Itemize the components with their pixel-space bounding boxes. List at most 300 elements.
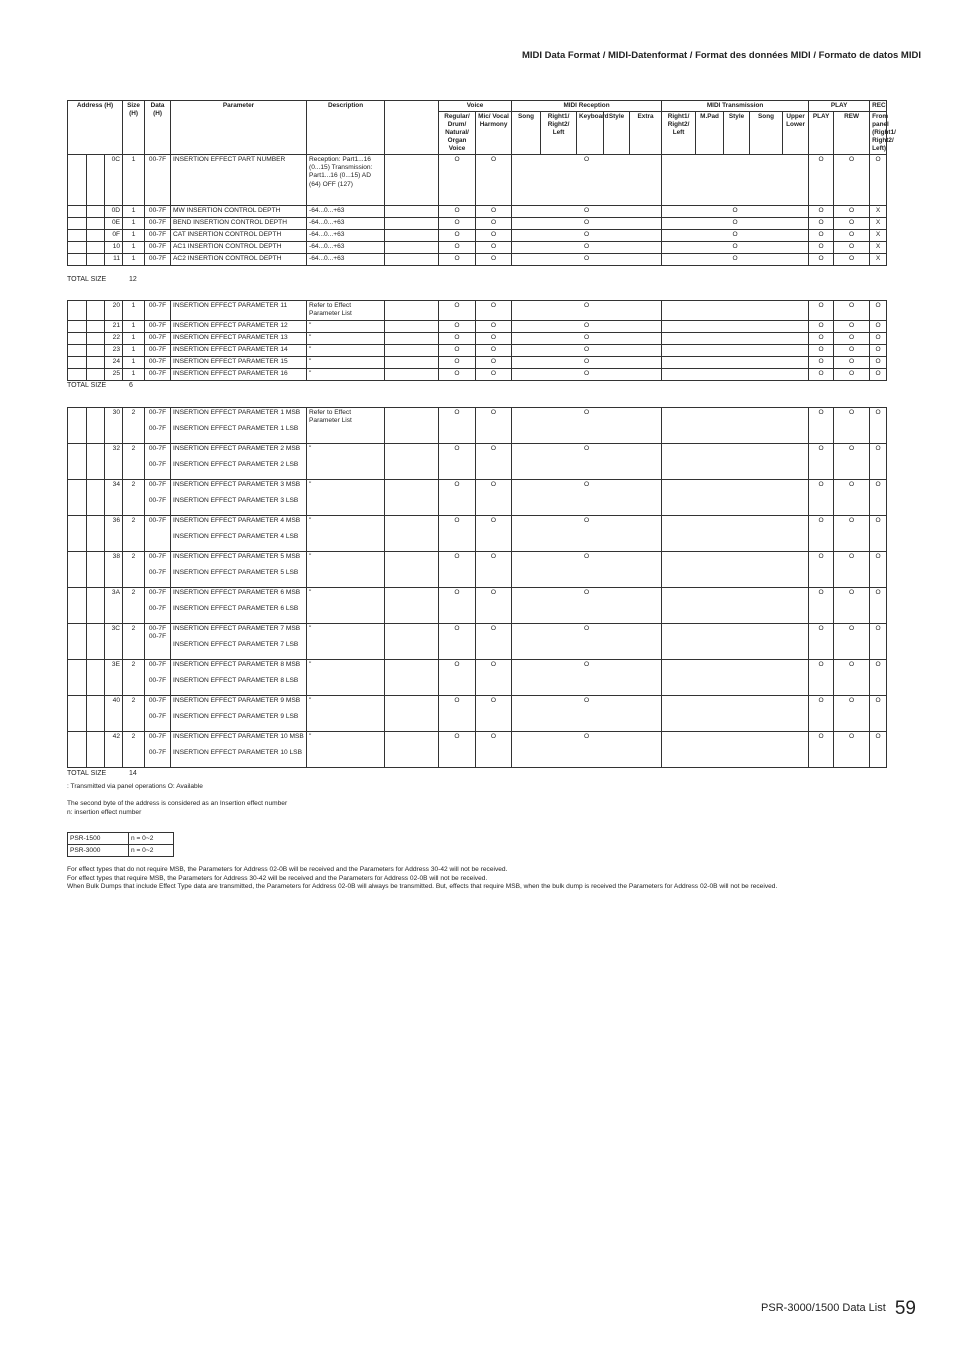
rec-cell: X bbox=[870, 254, 887, 266]
data-cell bbox=[145, 660, 171, 696]
voice-mic-cell: O bbox=[476, 218, 512, 230]
description-cell: " bbox=[307, 345, 385, 357]
rec-cell: X bbox=[870, 230, 887, 242]
header-tx-upper: Upper Lower bbox=[783, 112, 809, 155]
address-cell: 3C bbox=[105, 624, 123, 660]
reception-cell: O bbox=[512, 230, 662, 242]
header-play-play: PLAY bbox=[809, 112, 834, 155]
description-cell: " bbox=[307, 321, 385, 333]
rew-cell: O bbox=[834, 357, 870, 369]
data-lsb: 00-7F bbox=[148, 425, 167, 432]
play-cell: O bbox=[809, 301, 834, 321]
spacer-cell bbox=[87, 732, 105, 768]
table-row bbox=[68, 333, 887, 345]
data-msb: 00-7F bbox=[148, 733, 167, 740]
header-rx-extra: Extra bbox=[630, 112, 662, 155]
description-cell: Refer to Effect Parameter List bbox=[307, 301, 385, 321]
description-cell: " bbox=[307, 660, 385, 696]
spacer-cell bbox=[385, 357, 439, 369]
transmission-cell bbox=[662, 624, 809, 660]
data-msb: 00-7F bbox=[148, 589, 167, 596]
address-cell: 21 bbox=[105, 321, 123, 333]
parameter-cell: CAT INSERTION CONTROL DEPTH bbox=[171, 230, 307, 242]
spacer-cell bbox=[385, 230, 439, 242]
description-cell: " bbox=[307, 357, 385, 369]
voice-regular-cell: O bbox=[439, 408, 476, 444]
data-cell: 00-7F bbox=[145, 155, 171, 206]
parameter-msb: INSERTION EFFECT PARAMETER 3 MSB bbox=[173, 481, 301, 488]
header-tx-mpad: M.Pad bbox=[696, 112, 724, 155]
data-cell: 00-7F bbox=[145, 230, 171, 242]
voice-regular-cell: O bbox=[439, 480, 476, 516]
transmission-cell bbox=[662, 444, 809, 480]
size-cell: 2 bbox=[123, 588, 145, 624]
total-size-1 bbox=[67, 276, 137, 283]
rec-cell: O bbox=[870, 516, 887, 552]
parameter-cell bbox=[171, 588, 307, 624]
play-cell: O bbox=[809, 732, 834, 768]
data-cell bbox=[145, 732, 171, 768]
size-cell: 1 bbox=[123, 301, 145, 321]
size-cell: 1 bbox=[123, 369, 145, 381]
rew-cell: O bbox=[834, 155, 870, 206]
transmission-cell bbox=[662, 333, 809, 345]
parameter-table-1 bbox=[67, 100, 896, 266]
spacer-cell bbox=[87, 155, 105, 206]
spacer-cell bbox=[87, 696, 105, 732]
spacer-cell bbox=[385, 321, 439, 333]
parameter-lsb: INSERTION EFFECT PARAMETER 10 LSB bbox=[173, 749, 302, 756]
parameter-cell bbox=[171, 732, 307, 768]
voice-regular-cell: O bbox=[439, 516, 476, 552]
data-lsb: 00-7F bbox=[148, 569, 167, 576]
header-rec-from: From panel (Right1/ Right2/ Left) bbox=[870, 112, 887, 155]
table-row bbox=[68, 408, 887, 444]
voice-regular-cell: O bbox=[439, 155, 476, 206]
voice-regular-cell: O bbox=[439, 254, 476, 266]
spacer-cell bbox=[68, 516, 87, 552]
rew-cell: O bbox=[834, 588, 870, 624]
data-msb: 00-7F bbox=[148, 445, 167, 452]
size-cell: 2 bbox=[123, 480, 145, 516]
spacer-cell bbox=[87, 588, 105, 624]
spacer-cell bbox=[385, 552, 439, 588]
size-cell: 2 bbox=[123, 696, 145, 732]
voice-regular-cell: O bbox=[439, 230, 476, 242]
voice-regular-cell: O bbox=[439, 345, 476, 357]
play-cell: O bbox=[809, 254, 834, 266]
table-row bbox=[68, 845, 174, 857]
description-cell: " bbox=[307, 588, 385, 624]
address-cell: 30 bbox=[105, 408, 123, 444]
play-cell: O bbox=[809, 444, 834, 480]
parameter-msb: INSERTION EFFECT PARAMETER 8 MSB bbox=[173, 661, 301, 668]
parameter-cell: AC1 INSERTION CONTROL DEPTH bbox=[171, 242, 307, 254]
voice-regular-cell: O bbox=[439, 624, 476, 660]
data-msb: 00-7F bbox=[148, 661, 167, 668]
play-cell: O bbox=[809, 333, 834, 345]
voice-regular-cell: O bbox=[439, 732, 476, 768]
spacer-cell bbox=[385, 624, 439, 660]
voice-mic-cell: O bbox=[476, 624, 512, 660]
transmission-cell: O bbox=[662, 242, 809, 254]
spacer-cell bbox=[87, 230, 105, 242]
voice-mic-cell: O bbox=[476, 321, 512, 333]
play-cell: O bbox=[809, 218, 834, 230]
transmission-cell bbox=[662, 321, 809, 333]
parameter-lsb: INSERTION EFFECT PARAMETER 2 LSB bbox=[173, 461, 299, 468]
total-size-value: 14 bbox=[129, 770, 137, 777]
voice-mic-cell: O bbox=[476, 696, 512, 732]
spacer-cell bbox=[68, 369, 87, 381]
description-cell: " bbox=[307, 480, 385, 516]
description-cell: " bbox=[307, 333, 385, 345]
transmission-cell bbox=[662, 155, 809, 206]
spacer-cell bbox=[385, 444, 439, 480]
header-rx-right: Right1/ Right2/ Left bbox=[541, 112, 577, 155]
rew-cell: O bbox=[834, 254, 870, 266]
table-row bbox=[68, 230, 887, 242]
play-cell: O bbox=[809, 345, 834, 357]
size-cell: 1 bbox=[123, 242, 145, 254]
play-cell: O bbox=[809, 155, 834, 206]
parameter-msb: INSERTION EFFECT PARAMETER 7 MSB bbox=[173, 625, 301, 632]
total-size-label: TOTAL SIZE bbox=[67, 770, 107, 777]
play-cell: O bbox=[809, 660, 834, 696]
spacer-cell bbox=[87, 218, 105, 230]
rew-cell: O bbox=[834, 230, 870, 242]
data-cell bbox=[145, 516, 171, 552]
play-cell: O bbox=[809, 321, 834, 333]
parameter-cell: INSERTION EFFECT PARAMETER 13 bbox=[171, 333, 307, 345]
description-cell: Reception: Part1...16 (0...15) Transmission: Part1...16 (0...15) AD (64) OFF (127) bbox=[307, 155, 385, 206]
table-row bbox=[68, 444, 887, 480]
note-line: The second byte of the address is considered as an Insertion effect number bbox=[67, 800, 288, 807]
reception-cell: O bbox=[512, 369, 662, 381]
page-footer bbox=[761, 1298, 916, 1320]
size-cell: 1 bbox=[123, 333, 145, 345]
spacer-cell bbox=[385, 480, 439, 516]
table-row bbox=[68, 732, 887, 768]
spacer-cell bbox=[385, 696, 439, 732]
voice-regular-cell: O bbox=[439, 321, 476, 333]
voice-regular-cell: O bbox=[439, 333, 476, 345]
spacer-cell bbox=[87, 345, 105, 357]
voice-mic-cell: O bbox=[476, 660, 512, 696]
data-cell: 00-7F bbox=[145, 345, 171, 357]
n-range: n = 0~2 bbox=[129, 845, 174, 857]
header-voice-regular: Regular/ Drum/ Natural/ Organ Voice bbox=[439, 112, 476, 155]
size-cell: 2 bbox=[123, 660, 145, 696]
spacer-cell bbox=[385, 333, 439, 345]
voice-mic-cell: O bbox=[476, 345, 512, 357]
spacer-cell bbox=[385, 254, 439, 266]
voice-mic-cell: O bbox=[476, 230, 512, 242]
address-cell: 0E bbox=[105, 218, 123, 230]
parameter-cell: INSERTION EFFECT PARAMETER 14 bbox=[171, 345, 307, 357]
spacer-cell bbox=[87, 552, 105, 588]
voice-regular-cell: O bbox=[439, 552, 476, 588]
size-cell: 2 bbox=[123, 552, 145, 588]
parameter-table-2 bbox=[67, 300, 887, 381]
footer-title: PSR-3000/1500 Data List bbox=[761, 1302, 886, 1314]
table-row bbox=[68, 833, 174, 845]
model-name: PSR-1500 bbox=[68, 833, 129, 845]
size-cell: 1 bbox=[123, 345, 145, 357]
table-row bbox=[68, 321, 887, 333]
data-lsb: 00-7F bbox=[148, 497, 167, 504]
note-line: For effect types that require MSB, the Parameters for Address 30-42 will be received and the Parameters for Address 02-0B will not be received. bbox=[67, 874, 488, 882]
total-size-label: TOTAL SIZE bbox=[67, 276, 107, 283]
voice-mic-cell: O bbox=[476, 480, 512, 516]
spacer-cell bbox=[68, 624, 87, 660]
data-cell: 00-7F bbox=[145, 242, 171, 254]
total-size-value: 12 bbox=[129, 276, 137, 283]
size-cell: 1 bbox=[123, 155, 145, 206]
header-tx-right: Right1/ Right2/ Left bbox=[662, 112, 696, 155]
parameter-cell bbox=[171, 408, 307, 444]
data-cell: 00-7F bbox=[145, 206, 171, 218]
transmission-cell bbox=[662, 357, 809, 369]
parameter-cell: INSERTION EFFECT PART NUMBER bbox=[171, 155, 307, 206]
voice-mic-cell: O bbox=[476, 301, 512, 321]
rec-cell: O bbox=[870, 552, 887, 588]
rec-cell: O bbox=[870, 480, 887, 516]
voice-regular-cell: O bbox=[439, 369, 476, 381]
rec-cell: O bbox=[870, 155, 887, 206]
rew-cell: O bbox=[834, 206, 870, 218]
rec-cell: O bbox=[870, 588, 887, 624]
size-cell: 2 bbox=[123, 624, 145, 660]
play-cell: O bbox=[809, 552, 834, 588]
size-cell: 1 bbox=[123, 357, 145, 369]
voice-regular-cell: O bbox=[439, 660, 476, 696]
play-cell: O bbox=[809, 696, 834, 732]
rec-cell: O bbox=[870, 660, 887, 696]
table-row bbox=[68, 516, 887, 552]
transmission-cell: O bbox=[662, 254, 809, 266]
rec-cell: X bbox=[870, 206, 887, 218]
rec-cell: O bbox=[870, 732, 887, 768]
note-line: n: insertion effect number bbox=[67, 808, 142, 816]
reception-cell: O bbox=[512, 696, 662, 732]
spacer-cell bbox=[68, 321, 87, 333]
page-header: MIDI Data Format / MIDI-Datenformat / Format des données MIDI / Formato de datos MIDI bbox=[521, 50, 921, 61]
spacer-cell bbox=[87, 624, 105, 660]
reception-cell: O bbox=[512, 732, 662, 768]
spacer-cell bbox=[385, 660, 439, 696]
address-cell: 25 bbox=[105, 369, 123, 381]
total-size-label: TOTAL SIZE bbox=[67, 382, 107, 389]
table-row bbox=[68, 369, 887, 381]
parameter-msb: INSERTION EFFECT PARAMETER 5 MSB bbox=[173, 553, 301, 560]
reception-cell: O bbox=[512, 345, 662, 357]
parameter-table-3 bbox=[67, 407, 887, 768]
data-lsb: 00-7F bbox=[148, 749, 167, 756]
transmission-cell bbox=[662, 732, 809, 768]
address-cell: 0F bbox=[105, 230, 123, 242]
transmission-cell bbox=[662, 696, 809, 732]
spacer-cell bbox=[68, 552, 87, 588]
size-cell: 1 bbox=[123, 206, 145, 218]
rew-cell: O bbox=[834, 444, 870, 480]
spacer-cell bbox=[68, 218, 87, 230]
voice-regular-cell: O bbox=[439, 301, 476, 321]
parameter-cell: MW INSERTION CONTROL DEPTH bbox=[171, 206, 307, 218]
data-cell: 00-7F bbox=[145, 218, 171, 230]
reception-cell: O bbox=[512, 660, 662, 696]
spacer-cell bbox=[385, 369, 439, 381]
rew-cell: O bbox=[834, 696, 870, 732]
voice-regular-cell: O bbox=[439, 242, 476, 254]
rec-cell: O bbox=[870, 345, 887, 357]
play-cell: O bbox=[809, 588, 834, 624]
reception-cell: O bbox=[512, 218, 662, 230]
header-play-rew: REW bbox=[834, 112, 870, 155]
play-cell: O bbox=[809, 206, 834, 218]
spacer-cell bbox=[87, 357, 105, 369]
parameter-cell bbox=[171, 516, 307, 552]
description-cell: Refer to Effect Parameter List bbox=[307, 408, 385, 444]
voice-mic-cell: O bbox=[476, 369, 512, 381]
rew-cell: O bbox=[834, 242, 870, 254]
parameter-lsb: INSERTION EFFECT PARAMETER 8 LSB bbox=[173, 677, 299, 684]
voice-mic-cell: O bbox=[476, 516, 512, 552]
address-cell: 11 bbox=[105, 254, 123, 266]
rew-cell: O bbox=[834, 218, 870, 230]
data-cell bbox=[145, 624, 171, 660]
data-cell: 00-7F bbox=[145, 333, 171, 345]
rew-cell: O bbox=[834, 480, 870, 516]
spacer-cell bbox=[68, 732, 87, 768]
rew-cell: O bbox=[834, 516, 870, 552]
spacer-cell bbox=[68, 444, 87, 480]
address-cell: 36 bbox=[105, 516, 123, 552]
spacer-cell bbox=[87, 333, 105, 345]
description-cell: -64...0...+63 bbox=[307, 206, 385, 218]
size-cell: 2 bbox=[123, 444, 145, 480]
spacer-cell bbox=[87, 408, 105, 444]
total-size-3 bbox=[67, 770, 137, 777]
model-name: PSR-3000 bbox=[68, 845, 129, 857]
rec-cell: O bbox=[870, 408, 887, 444]
table-row bbox=[68, 218, 887, 230]
description-cell: " bbox=[307, 444, 385, 480]
rec-cell: O bbox=[870, 321, 887, 333]
spacer-cell bbox=[87, 301, 105, 321]
transmission-cell bbox=[662, 369, 809, 381]
parameter-msb: INSERTION EFFECT PARAMETER 2 MSB bbox=[173, 445, 301, 452]
parameter-lsb: INSERTION EFFECT PARAMETER 9 LSB bbox=[173, 713, 299, 720]
rec-cell: X bbox=[870, 218, 887, 230]
data-lsb: 00-7F bbox=[148, 605, 167, 612]
header-address: Address (H) bbox=[68, 101, 123, 155]
address-cell: 24 bbox=[105, 357, 123, 369]
parameter-cell: INSERTION EFFECT PARAMETER 12 bbox=[171, 321, 307, 333]
parameter-lsb: INSERTION EFFECT PARAMETER 5 LSB bbox=[173, 569, 299, 576]
reception-cell: O bbox=[512, 444, 662, 480]
header-voice-mic: Mic/ Vocal Harmony bbox=[476, 112, 512, 155]
header-rx-song: Song bbox=[512, 112, 541, 155]
reception-cell: O bbox=[512, 301, 662, 321]
data-msb: 00-7F bbox=[148, 517, 167, 524]
transmission-cell: O bbox=[662, 230, 809, 242]
header-size: Size (H) bbox=[123, 101, 145, 155]
voice-mic-cell: O bbox=[476, 333, 512, 345]
data-cell bbox=[145, 588, 171, 624]
parameter-lsb: INSERTION EFFECT PARAMETER 1 LSB bbox=[173, 425, 299, 432]
data-cell bbox=[145, 480, 171, 516]
spacer-cell bbox=[385, 732, 439, 768]
rew-cell: O bbox=[834, 660, 870, 696]
size-cell: 2 bbox=[123, 516, 145, 552]
transmission-cell bbox=[662, 516, 809, 552]
spacer-cell bbox=[68, 408, 87, 444]
reception-cell: O bbox=[512, 206, 662, 218]
parameter-msb: INSERTION EFFECT PARAMETER 6 MSB bbox=[173, 589, 301, 596]
description-cell: " bbox=[307, 696, 385, 732]
spacer-cell bbox=[68, 254, 87, 266]
page-number: 59 bbox=[894, 1298, 916, 1319]
note-line: For effect types that do not require MSB, the Parameters for Address 02-0B will be received and the Parameters for Address 30-42 will not be received. bbox=[67, 866, 508, 873]
voice-mic-cell: O bbox=[476, 206, 512, 218]
table-row bbox=[68, 624, 887, 660]
parameter-cell bbox=[171, 624, 307, 660]
reception-cell: O bbox=[512, 516, 662, 552]
rew-cell: O bbox=[834, 345, 870, 357]
voice-mic-cell: O bbox=[476, 732, 512, 768]
address-cell: 22 bbox=[105, 333, 123, 345]
description-cell: -64...0...+63 bbox=[307, 254, 385, 266]
spacer-cell bbox=[385, 218, 439, 230]
header-play: PLAY bbox=[809, 101, 870, 112]
rec-cell: O bbox=[870, 369, 887, 381]
spacer-cell bbox=[385, 206, 439, 218]
parameter-msb: INSERTION EFFECT PARAMETER 9 MSB bbox=[173, 697, 301, 704]
spacer-cell bbox=[87, 480, 105, 516]
data-cell bbox=[145, 696, 171, 732]
size-cell: 1 bbox=[123, 230, 145, 242]
spacer-cell bbox=[385, 345, 439, 357]
table-row bbox=[68, 301, 887, 321]
play-cell: O bbox=[809, 357, 834, 369]
transmission-cell bbox=[662, 301, 809, 321]
parameter-cell bbox=[171, 480, 307, 516]
total-size-2 bbox=[67, 382, 133, 389]
spacer-cell bbox=[385, 408, 439, 444]
transmission-cell bbox=[662, 408, 809, 444]
parameter-msb: INSERTION EFFECT PARAMETER 4 MSB bbox=[173, 517, 301, 524]
data-cell bbox=[145, 444, 171, 480]
voice-regular-cell: O bbox=[439, 206, 476, 218]
spacer-cell bbox=[385, 155, 439, 206]
rec-cell: O bbox=[870, 357, 887, 369]
rew-cell: O bbox=[834, 301, 870, 321]
description-cell: -64...0...+63 bbox=[307, 230, 385, 242]
header-tx-style: Style bbox=[724, 112, 750, 155]
spacer-cell bbox=[385, 301, 439, 321]
header-description: Description bbox=[307, 101, 385, 155]
spacer-cell bbox=[68, 155, 87, 206]
rec-cell: X bbox=[870, 242, 887, 254]
legend-note: : Transmitted via panel operations O: Available bbox=[67, 783, 203, 790]
play-cell: O bbox=[809, 230, 834, 242]
model-range-table bbox=[67, 832, 174, 857]
rew-cell: O bbox=[834, 321, 870, 333]
parameter-cell: INSERTION EFFECT PARAMETER 15 bbox=[171, 357, 307, 369]
data-msb: 00-7F 00-7F bbox=[148, 625, 167, 641]
play-cell: O bbox=[809, 624, 834, 660]
